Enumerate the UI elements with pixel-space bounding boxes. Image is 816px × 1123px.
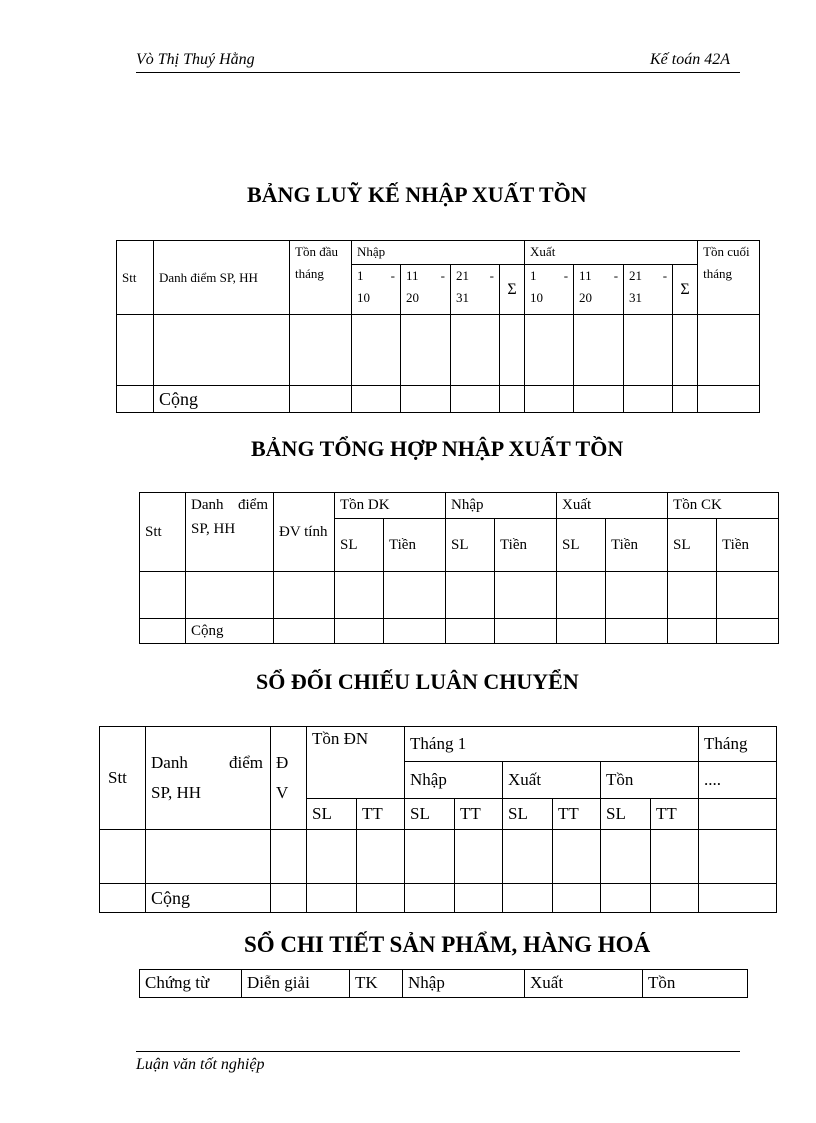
header-tt: TT: [651, 799, 699, 830]
import-range-2: 11 - 20: [401, 265, 451, 315]
header-account: TK: [350, 970, 403, 998]
table-row: [100, 830, 777, 884]
header-description: Diễn giải: [242, 970, 350, 998]
header-sl: SL: [557, 519, 606, 572]
header-sl: SL: [503, 799, 553, 830]
header-month-next: Tháng: [699, 727, 777, 762]
table4-title: SỔ CHI TIẾT SẢN PHẨM, HÀNG HOÁ: [244, 932, 651, 957]
header-sl: SL: [335, 519, 384, 572]
header-opening-stock: Tồn đầu tháng: [290, 241, 352, 315]
header-import: Nhập: [446, 493, 557, 519]
header-unit: Đ V: [271, 727, 307, 830]
header-item-name: Danh điểm SP, HH: [186, 493, 274, 572]
header-export: Xuất: [525, 241, 698, 265]
header-tt: TT: [553, 799, 601, 830]
header-tien: Tiền: [606, 519, 668, 572]
header-tt: TT: [357, 799, 405, 830]
header-closing-stock: Tồn cuối tháng: [698, 241, 760, 315]
header-tien: Tiền: [495, 519, 557, 572]
header-stock: Tồn: [601, 762, 699, 799]
footer-divider: [136, 1051, 740, 1052]
header-sl: SL: [668, 519, 717, 572]
total-label: Cộng: [146, 884, 271, 913]
table-row: [140, 572, 779, 619]
table2-title: BẢNG TỔNG HỢP NHẬP XUẤT TỒN: [251, 436, 624, 461]
header-import: Nhập: [403, 970, 525, 998]
page-header: [136, 50, 740, 73]
table3-title: SỔ ĐỐI CHIẾU LUÂN CHUYỂN: [256, 669, 579, 694]
header-month-1: Tháng 1: [405, 727, 699, 762]
header-sl: SL: [307, 799, 357, 830]
class-name: Kế toán 42A: [650, 51, 730, 68]
header-export: Xuất: [503, 762, 601, 799]
header-sl: SL: [601, 799, 651, 830]
total-row: [100, 884, 777, 913]
header-stt: Stt: [100, 727, 146, 830]
total-label: Cộng: [186, 619, 274, 644]
header-export: Xuất: [557, 493, 668, 519]
import-range-1: 1 - 10: [352, 265, 401, 315]
total-row: [140, 619, 779, 644]
table-row: [117, 315, 760, 386]
inventory-summary-table: [139, 492, 779, 644]
table1-title: BẢNG LUỸ KẾ NHẬP XUẤT TỒN: [247, 182, 587, 207]
cumulative-inventory-table: [116, 240, 760, 413]
header-import: Nhập: [405, 762, 503, 799]
export-range-1: 1 - 10: [525, 265, 574, 315]
header-export: Xuất: [525, 970, 643, 998]
header-item-name: Danh điểm SP, HH: [146, 727, 271, 830]
header-stt: Stt: [117, 241, 154, 315]
header-item-name: Danh điểm SP, HH: [154, 241, 290, 315]
export-range-2: 11 - 20: [574, 265, 624, 315]
header-closing-stock: Tồn CK: [668, 493, 779, 519]
reconciliation-table: [99, 726, 777, 913]
header-tien: Tiền: [717, 519, 779, 572]
header-opening-stock: Tồn ĐN: [307, 727, 405, 799]
header-tt: TT: [455, 799, 503, 830]
header-voucher: Chứng từ: [140, 970, 242, 998]
header-stt: Stt: [140, 493, 186, 572]
header-unit: ĐV tính: [274, 493, 335, 572]
header-tien: Tiền: [384, 519, 446, 572]
export-range-3: 21 - 31: [624, 265, 673, 315]
page-footer: Luận văn tốt nghiệp: [136, 1056, 265, 1073]
header-sl: SL: [446, 519, 495, 572]
author-name: Vò Thị Thuý Hằng: [136, 51, 255, 68]
total-label: Cộng: [154, 386, 290, 413]
header-opening-stock: Tồn DK: [335, 493, 446, 519]
import-range-3: 21 - 31: [451, 265, 500, 315]
header-sl: SL: [405, 799, 455, 830]
header-ellipsis: ....: [699, 762, 777, 799]
product-detail-ledger-table: [139, 969, 748, 998]
export-sum: Σ: [673, 265, 698, 315]
import-sum: Σ: [500, 265, 525, 315]
header-import: Nhập: [352, 241, 525, 265]
header-stock: Tồn: [643, 970, 748, 998]
total-row: [117, 386, 760, 413]
